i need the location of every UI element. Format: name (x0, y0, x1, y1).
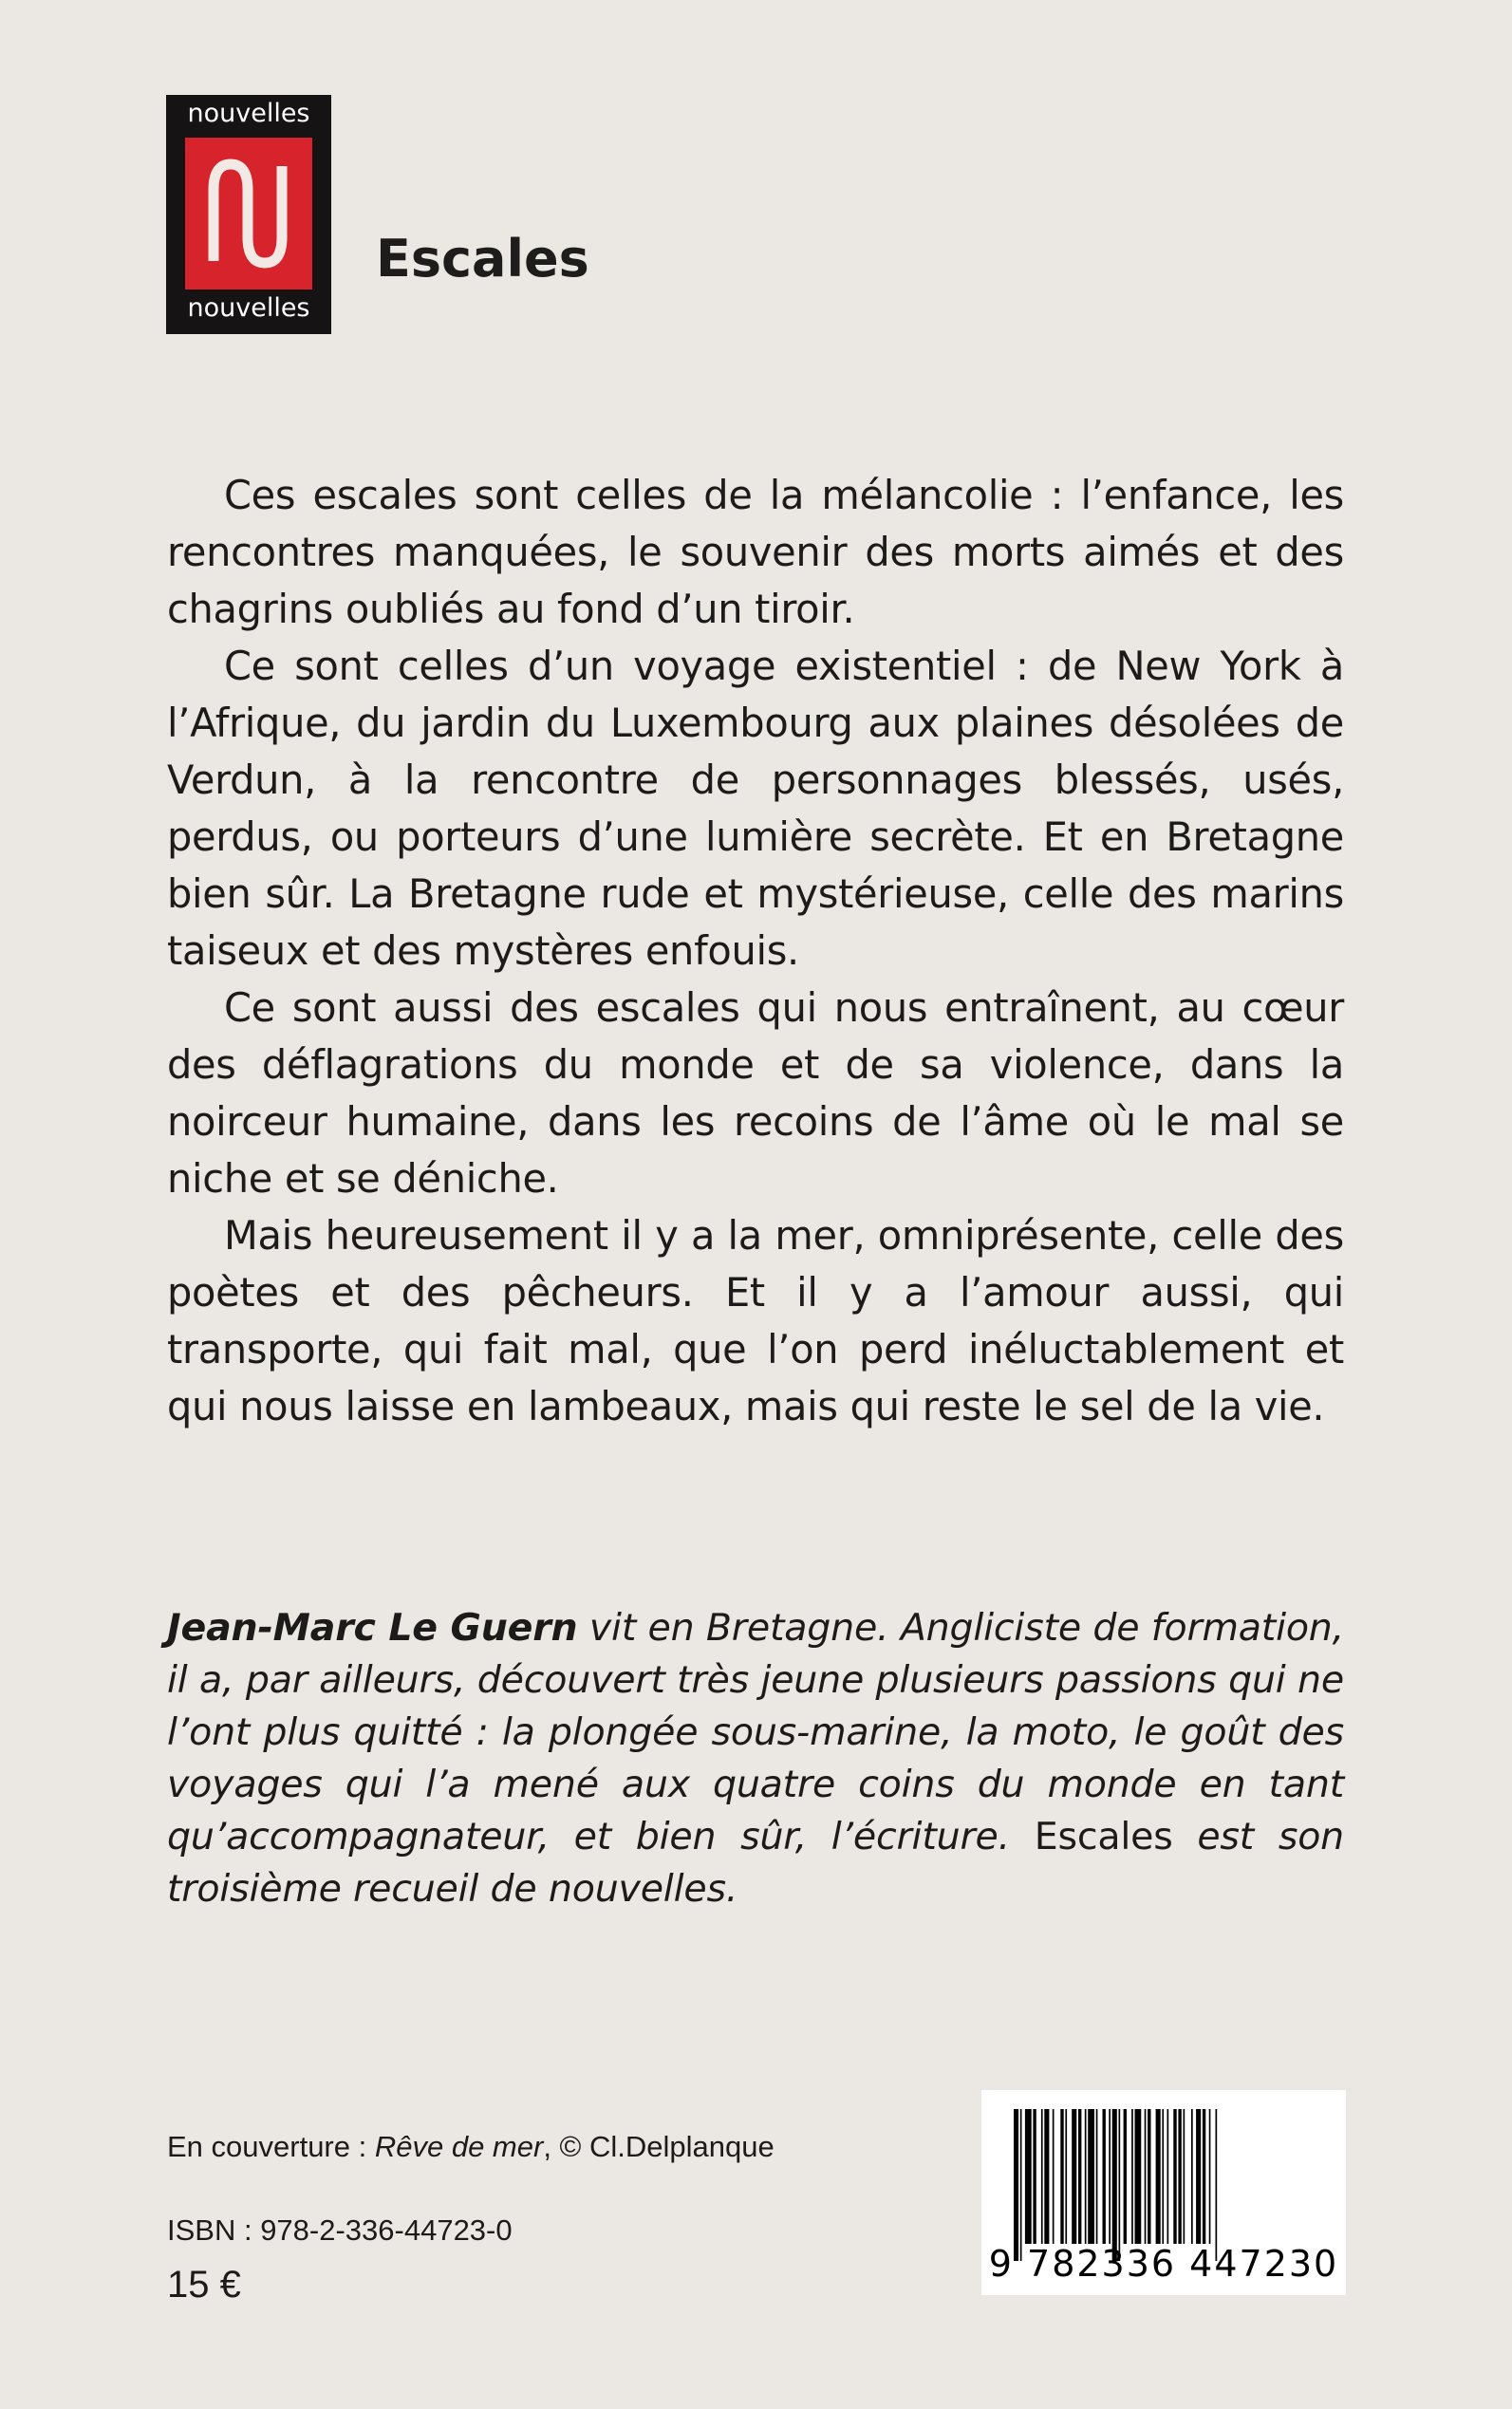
barcode-bar (1109, 2109, 1111, 2244)
logo-top-word: nouvelles (187, 99, 310, 128)
cover-credit-suffix: , © Cl.Delplanque (543, 2130, 775, 2163)
barcode-bar (1196, 2109, 1201, 2244)
price: 15 € (167, 2264, 241, 2306)
barcode-bar (1191, 2109, 1193, 2244)
barcode-bar (1088, 2109, 1094, 2244)
barcode-bar (1173, 2109, 1176, 2244)
barcode-digits: 9 782336 447230 (988, 2243, 1339, 2285)
logo-red-panel (185, 138, 312, 289)
barcode-bar (1203, 2109, 1205, 2244)
barcode-bar (1060, 2109, 1063, 2244)
barcode-bar (1145, 2109, 1147, 2244)
barcode-bar (1096, 2109, 1098, 2244)
blurb-paragraph: Mais heureusement il y a la mer, omniprésente, celle des poètes et des pêcheurs. Et il y a l’amour aussi, qui transporte, qui fait mal, que l’on perd inéluctablement et qui nous laisse en lambeaux, mais qui reste le sel de la vie. (167, 1212, 1344, 1429)
barcode-bar (1135, 2109, 1142, 2244)
publisher-logo (166, 95, 331, 334)
barcode-bar (1131, 2109, 1133, 2244)
barcode-bar (1112, 2109, 1117, 2261)
barcode-bar (1156, 2109, 1161, 2244)
barcode-bar (1041, 2109, 1043, 2244)
barcode-bar (1020, 2109, 1022, 2261)
blurb-paragraph: Ces escales sont celles de la mélancolie : l’enfance, les rencontres manquées, le souvenir des morts aimés et des chagrins oubliés au fond d’un tiroir. (167, 472, 1344, 632)
barcode-bar (1078, 2109, 1081, 2244)
blurb-paragraph: Ce sont aussi des escales qui nous entraînent, au cœur des déflagrations du monde et de sa violence, dans la noirceur humaine, dans les recoins de l’âme où le mal se niche et se déniche. (167, 984, 1344, 1202)
book-title: Escales (376, 229, 589, 289)
author-bio (167, 1602, 1344, 1915)
barcode-bar (1053, 2109, 1055, 2244)
bio-text-end: est son troisième recueil de nouvelles. (167, 1815, 1344, 1911)
cover-credit-prefix: En couverture : (167, 2130, 375, 2163)
barcode-bar (1162, 2109, 1164, 2244)
barcode-bar (1216, 2109, 1218, 2261)
cover-artwork-title: Rêve de mer (374, 2130, 544, 2163)
bio-text: vit en Bretagne. Angliciste de formation, il a, par ailleurs, découvert très jeune plusieurs passions qui ne l’ont plus quitté : la plongée sous-marine, la moto, le goût des voyages qui l’a mené aux quatre coins du monde en tant qu’accompagnateur, et bien sûr, l’écriture. (167, 1606, 1344, 1858)
logo-nu-mark (185, 138, 312, 289)
cover-credit (167, 2128, 775, 2166)
barcode-bar (1184, 2109, 1185, 2244)
back-cover-blurb (167, 467, 1344, 1435)
barcode-bar (1025, 2109, 1032, 2244)
bio-book-title: Escales (1034, 1815, 1173, 1858)
barcode-bar (1124, 2109, 1127, 2244)
barcode-bar (1119, 2109, 1121, 2261)
barcode-bar (1148, 2109, 1150, 2244)
author-name: Jean-Marc Le Guern (167, 1606, 578, 1650)
barcode-bar (1014, 2109, 1018, 2261)
barcode-bar (1044, 2109, 1049, 2244)
barcode-bar (1209, 2109, 1211, 2244)
logo-bottom-word: nouvelles (187, 293, 310, 323)
barcode-bar (1065, 2109, 1067, 2244)
barcode-bar (1072, 2109, 1076, 2244)
barcode-bar (1103, 2109, 1106, 2244)
barcode-bar (1167, 2109, 1169, 2244)
barcode-bar (1033, 2109, 1036, 2244)
blurb-paragraph: Ce sont celles d’un voyage existentiel : de New York à l’Afrique, du jardin du Luxembourg aux plaines désolées de Verdun, à la rencontre de personnages blessés, usés, perdus, ou porteurs d’une lumière secrète. Et en Bretagne bien sûr. La Bretagne rude et mystérieuse, celle des marins taiseux et des mystères enfouis. (167, 643, 1344, 974)
barcode-bar (1178, 2109, 1181, 2244)
isbn-text: ISBN : 978-2-336-44723-0 (167, 2213, 513, 2247)
barcode-bar (1085, 2109, 1087, 2244)
